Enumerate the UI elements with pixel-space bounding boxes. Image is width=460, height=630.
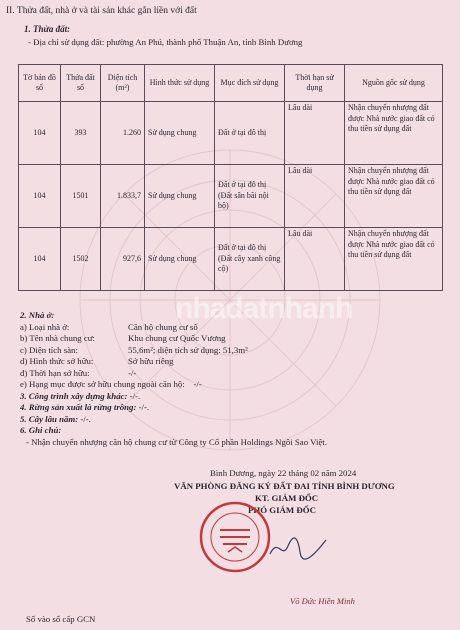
table-row: 104 393 1.260 Sử dụng chung Đất ở tại đô thị Lâu dài Nhận chuyển nhượng đất được Nhà nước giao đất có thu tiền sử dụng đất — [19, 102, 443, 165]
section-title: II. Thửa đất, nhà ở và tài sản khác gắn liền với đất — [6, 6, 197, 16]
col-map-sheet: Tờ bản đồ số — [19, 65, 61, 102]
other-construction: 3. Công trình xây dựng khác: -/-. — [20, 390, 141, 401]
official-seal-icon — [198, 500, 272, 574]
table-row: 104 1502 927,6 Sử dụng chung Đất ở tại đô thị (Đất cây xanh công cộ) Lâu dài Nhận chuyển nhượng đất được Nhà nước giao đất có thu tiền sử dụng đất — [19, 228, 443, 291]
notes-heading: 6. Ghi chú: — [20, 425, 62, 435]
house-floor-area: c) Diện tích sàn: 55,6m²; diện tích sử dụng: 51,3m² — [20, 344, 248, 355]
land-address: - Địa chỉ sử dụng đất: phường An Phú, thành phố Thuận An, tỉnh Bình Dương — [28, 37, 303, 47]
signer-name: Võ Đức Hiền Minh — [290, 596, 355, 606]
on-behalf-line: KT. GIÁM ĐỐC — [255, 493, 319, 503]
land-heading: 1. Thửa đất: — [24, 24, 71, 34]
position-title: PHÓ GIÁM ĐỐC — [248, 505, 316, 515]
notes-text: - Nhận chuyển nhượng căn hộ chung cư từ Công ty Cổ phần Holdings Ngôi Sao Việt. — [26, 436, 327, 447]
table-header-row — [19, 65, 443, 102]
registry-number-label: Số vào sổ cấp GCN — [26, 614, 96, 624]
land-table — [18, 64, 443, 291]
signature-icon — [268, 532, 328, 562]
table-row: 104 1501 1.833,7 Sử dụng chung Đất ở tại đô thị (Đất sân bãi nội bộ) Lâu dài Nhận chuyển nhượng đất được Nhà nước giao đất có thu tiền sử dụng đất — [19, 165, 443, 228]
house-ownership-term: đ) Thời hạn sở hữu: -/- — [20, 367, 137, 378]
house-type: a) Loại nhà ở: Căn hộ chung cư số — [20, 321, 198, 332]
house-building-name: b) Tên nhà chung cư: Khu chung cư Quốc Vương — [20, 333, 226, 343]
issuing-office: VĂN PHÒNG ĐĂNG KÝ ĐẤT ĐAI TỈNH BÌNH DƯƠNG — [174, 481, 395, 491]
perennial-trees: 5. Cây lâu năm: -/-. — [20, 413, 91, 424]
house-ownership-form: d) Hình thức sở hữu: Sở hữu riêng — [20, 356, 174, 366]
house-heading: 2. Nhà ở: — [20, 310, 55, 320]
col-area: Diện tích (m²) — [101, 65, 145, 102]
house-common-items: e) Hạng mục được sở hữu chung ngoài căn hộ: -/- — [20, 379, 202, 389]
col-purpose: Mục đích sử dụng — [215, 65, 285, 102]
watermark: nhadatnhanh — [175, 292, 353, 325]
col-term: Thời hạn sử dụng — [285, 65, 345, 102]
production-forest: 4. Rừng sản xuất là rừng trồng: -/-. — [20, 402, 150, 412]
col-parcel: Thửa đất số — [61, 65, 101, 102]
col-form: Hình thức sử dụng — [145, 65, 215, 102]
col-origin: Nguồn gốc sử dụng — [345, 65, 443, 102]
place-date: Bình Dương, ngày 22 tháng 02 năm 2024 — [210, 468, 357, 478]
house-section — [20, 310, 440, 448]
